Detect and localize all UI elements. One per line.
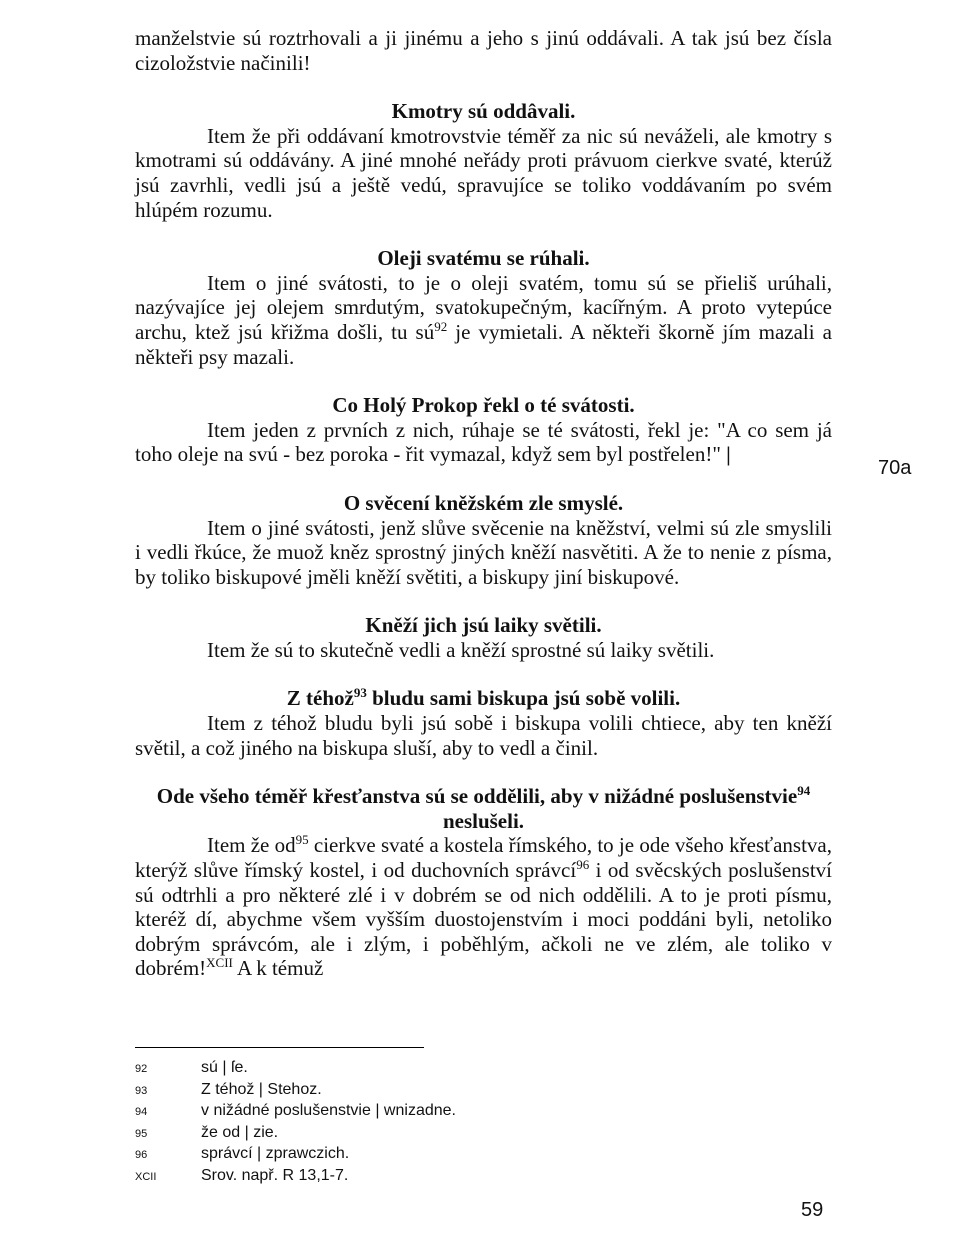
paragraph-prokop-text: Item jeden z prvních z nich, rúhaje se té svátosti, řekl je: "A co sem já toho oleje na svú - bez poroka - řit vymazal, když sem byl postřelen!": [135, 417, 832, 467]
footnote-ref-96: 96: [576, 857, 590, 873]
footnote-ref-92: 92: [434, 318, 448, 334]
footnote-number: 96: [135, 1149, 148, 1161]
footnote-number: XCII: [135, 1170, 157, 1183]
footnote-item: [135, 1167, 735, 1189]
paragraph-laiky: Item že sú to skutečně vedli a kněží sprostné sú laiky světili.: [207, 637, 715, 662]
main-text: [135, 26, 832, 981]
footnote-item: [135, 1102, 735, 1124]
footnote-number: 95: [135, 1127, 148, 1140]
footnote-text: Z téhož | Stehoz.: [201, 1080, 322, 1098]
heading-laiky: Kněží jich jsú laiky světili.: [365, 613, 602, 638]
footnote-number: 94: [135, 1106, 148, 1118]
paragraph-krestanstva-b: cierkve svaté a kostela římského, to je ode všeho křesťanstva, kterýž slůve římský kostel, i od duchovních správcí: [135, 833, 833, 883]
footnotes: [135, 1059, 735, 1188]
heading-svecení: O svěcení kněžském zle smyslé.: [343, 490, 624, 515]
paragraph-svecení: Item o jiné svátosti, jenž slůve svěcenie na kněžství, velmi sú zle smyslili i vedli řkúce, že muož kněz sprostný jiných kněží nasvětiti. A že to nenie z písma, by toliko biskupové jměli kněží světiti, a biskupy jiní biskupové.: [135, 515, 832, 589]
footnote-number: 92: [135, 1063, 148, 1075]
heading-biskupa-b: bludu sami biskupa jsú sobě volili.: [366, 686, 681, 711]
heading-biskupa-a: Z téhož: [286, 686, 354, 711]
heading-krestanstva: [135, 784, 832, 833]
footnote-item: [135, 1059, 735, 1081]
footnote-text: sú | ſe.: [201, 1059, 248, 1076]
heading-kmotry: Kmotry sú oddâvali.: [391, 99, 576, 124]
paragraph-kmotry: Item že při oddávaní kmotrovstvie téměř za nic sú neváželi, ale kmotry s kmotrami sú oddávány. A jiné mnohé neřády proti právuom cierkve svaté, kterúž jsú zavrhli, vedli jsú a ještě vedú, spravujíce se toliko voddávaním po svém hlúpém rozumu.: [135, 123, 832, 222]
paragraph-prokop: [135, 418, 832, 467]
footnote-ref-95: 95: [295, 832, 309, 848]
heading-krestanstva-b: neslušeli.: [442, 808, 525, 833]
folio-break-marker: |: [726, 442, 731, 467]
folio-margin-note: 70a: [878, 457, 912, 479]
heading-krestanstva-a: Ode všeho téměř křesťanstva sú se oddělili, aby v nižádné poslušenstvie: [156, 784, 798, 809]
heading-prokop: Co Holý Prokop řekl o té svátosti.: [332, 393, 635, 418]
footnote-text: správcí | zprawczich.: [201, 1145, 350, 1162]
footnote-item: [135, 1124, 735, 1146]
heading-oleji: Oleji svatému se rúhali.: [377, 246, 590, 271]
paragraph-krestanstva-d: A k témuž: [232, 956, 324, 981]
heading-biskupa: [135, 686, 832, 711]
endnote-ref-xcii: XCII: [206, 955, 233, 971]
footnote-text: že od | zie.: [201, 1123, 279, 1141]
footnote-text: Srov. např. R 13,1-7.: [201, 1166, 349, 1184]
footnote-item: [135, 1081, 735, 1103]
paragraph-biskupa: Item z téhož bludu byli jsú sobě i biskupa volili chtiece, aby ten kněží světil, a což jiného na biskupa sluší, aby to vedl a činil.: [135, 711, 832, 760]
footnote-number: 93: [135, 1084, 148, 1097]
paragraph-krestanstva: [135, 833, 832, 981]
footnote-item: [135, 1145, 735, 1167]
paragraph-krestanstva-a: Item že od: [207, 833, 296, 858]
footnote-ref-94: 94: [797, 783, 811, 799]
footnote-ref-93: 93: [353, 685, 367, 701]
paragraph-oleji-text: Item o jiné svátosti, to je o oleji svatém, tomu sú se přieliš urúhali, nazývajíce jej olejem smrdutým, svatokupečným, kacířným. A proto vytepúce archu, ktež jsú křižma došli, tu sú: [135, 270, 832, 344]
paragraph-krestanstva-c: i od svěcských poslušenství sú odtrhli a pro některé zlé i v dobrém se od nich oddělili. A to je proti písmu, kteréž dí, abychme všem vyšším duostojenstvím i moci poddáni byli, netoliko dobrým správcóm, ale i zlým, i poběhlým, ačkoli ne ve zlém, ale toliko v dobrém!: [135, 858, 832, 981]
paragraph-oleji-tail: je vymietali. A někteři škorně jím mazali a někteři psy mazali.: [135, 319, 832, 369]
paragraph-0: manželstvie sú roztrhovali a ji jinému a jeho s jinú oddávali. A tak jsú bez čísla cizoložstvie načinili!: [135, 26, 832, 75]
footnote-divider: [135, 1047, 424, 1048]
page-number: 59: [801, 1199, 824, 1221]
paragraph-oleji: [135, 271, 832, 369]
footnote-text: v nižádné poslušenstvie | wnizadne.: [201, 1102, 456, 1119]
